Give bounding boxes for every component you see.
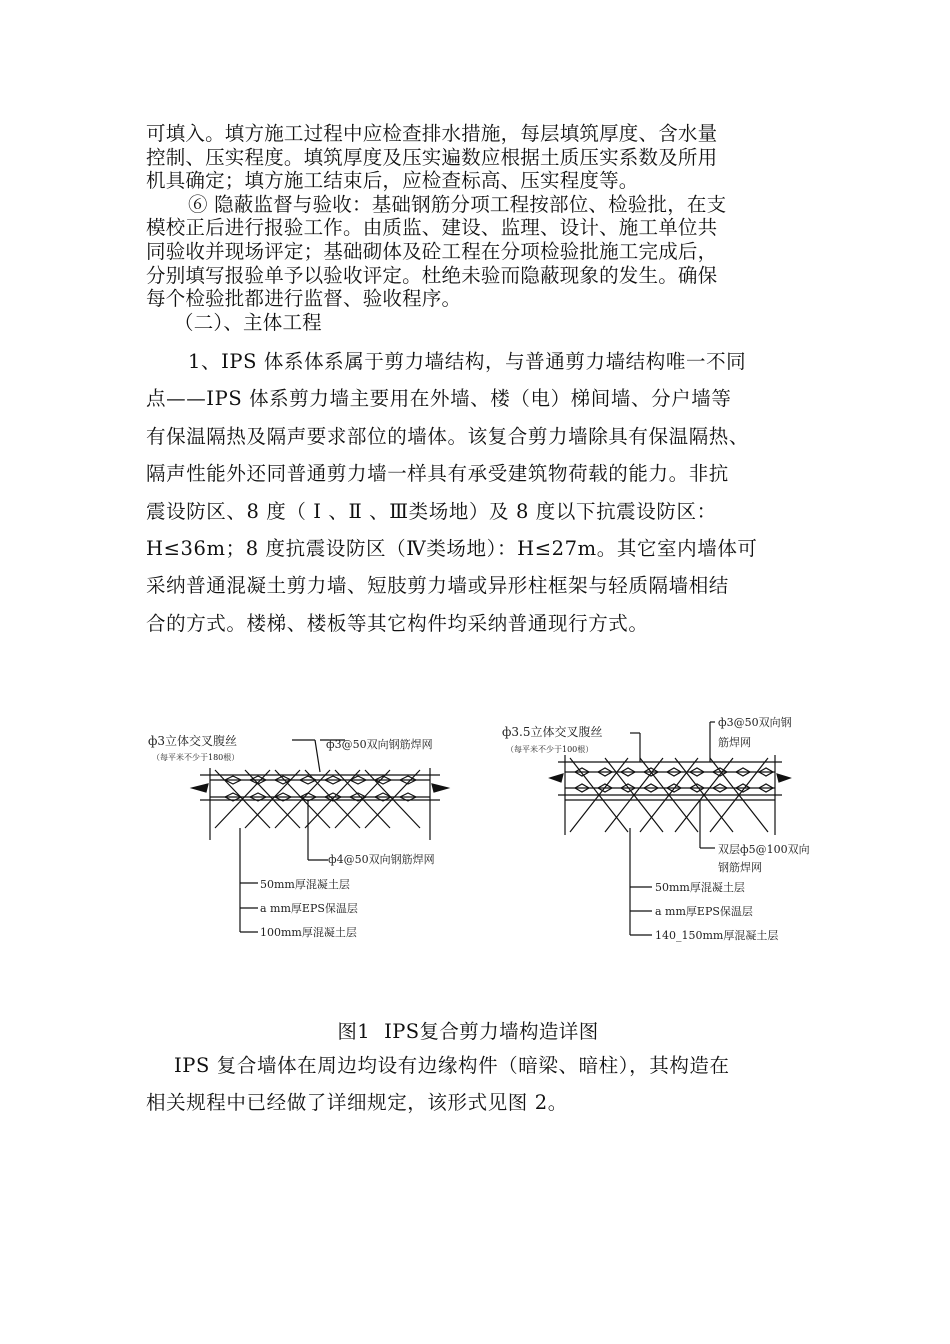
- layer-label: 50mm厚混凝土层: [260, 878, 350, 891]
- truss-label: ф3立体交叉腹丝: [148, 734, 238, 748]
- main-structure-text-block: [146, 343, 836, 642]
- figure-caption: [0, 1016, 950, 1044]
- paragraph-line: 同验收并现场评定；基础砌体及砼工程在分项检验批施工完成后，: [146, 239, 718, 263]
- ips-wall-detail-figure: [130, 700, 850, 960]
- truss-note: （每平米不少于100根）: [506, 745, 594, 754]
- paragraph-line: 相关规程中已经做了详细规定，该形式见图 2。: [146, 1091, 568, 1115]
- paragraph-line: H≤36m；8 度抗震设防区（Ⅳ类场地）：H≤27m。其它室内墙体可: [146, 537, 758, 561]
- paragraph-line: 可填入。填方施工过程中应检查排水措施，每层填筑厚度、含水量: [146, 122, 718, 145]
- paragraph-line: 分别填写报验单予以验收评定。杜绝未验而隐蔽现象的发生。确保: [146, 263, 718, 287]
- top-mesh-label: ф3@50双向钢: [718, 716, 792, 729]
- truss-note: （每平米不少于180根）: [152, 753, 240, 762]
- bottom-mesh-label: ф4@50双向钢筋焊网: [328, 853, 435, 866]
- paragraph-line: 合的方式。楼梯、楼板等其它构件均采纳普通现行方式。: [146, 611, 649, 635]
- figure-title: IPS复合剪力墙构造详图: [384, 1020, 599, 1043]
- edge-member-text-block: [146, 1047, 836, 1122]
- right-labels: [502, 715, 810, 942]
- paragraph-line: 点——IPS 体系剪力墙主要用在外墙、楼（电）梯间墙、分户墙等: [146, 387, 732, 411]
- left-labels: [148, 733, 435, 939]
- paragraph-line: 控制、压实程度。填筑厚度及压实遍数应根据土质压实系数及所用: [146, 145, 718, 169]
- layer-label: 100mm厚混凝土层: [260, 926, 357, 939]
- paragraph-line: 每个检验批都进行监督、验收程序。: [146, 287, 462, 311]
- top-mesh-label: 筋焊网: [718, 736, 751, 749]
- paragraph-line: ⑥ 隐蔽监督与验收：基础钢筋分项工程按部位、检验批，在支: [188, 192, 727, 216]
- figure-number: 图1: [337, 1020, 371, 1043]
- layer-label: 50mm厚混凝土层: [655, 881, 745, 894]
- construction-text-block: [146, 122, 826, 334]
- top-mesh-label: ф3@50双向钢筋焊网: [326, 738, 433, 751]
- paragraph-line: 隔声性能外还同普通剪力墙一样具有承受建筑物荷载的能力。非抗: [146, 462, 729, 486]
- bottom-mesh-label: 钢筋焊网: [718, 861, 762, 874]
- paragraph-line: 模校正后进行报验工作。由质监、建设、监理、设计、施工单位共: [146, 216, 718, 240]
- layer-label: a mm厚EPS保温层: [260, 902, 358, 915]
- paragraph-line: 有保温隔热及隔声要求部位的墙体。该复合剪力墙除具有保温隔热、: [146, 424, 750, 448]
- layer-label: 140_150mm厚混凝土层: [655, 929, 779, 942]
- paragraph-line: IPS 复合墙体在周边均设有边缘构件（暗梁、暗柱），其构造在: [174, 1054, 730, 1077]
- paragraph-line: 机具确定；填方施工结束后，应检查标高、压实程度等。: [146, 169, 639, 193]
- bottom-mesh-label: 双层ф5@100双向: [718, 843, 810, 856]
- paragraph-line: 1、IPS 体系体系属于剪力墙结构，与普通剪力墙结构唯一不同: [188, 350, 747, 373]
- layer-label: a mm厚EPS保温层: [655, 905, 753, 918]
- wall-section-drawing: [130, 700, 850, 960]
- paragraph-line: 震设防区、8 度（ Ⅰ 、Ⅱ 、Ⅲ类场地）及 8 度以下抗震设防区：: [146, 499, 717, 523]
- section-heading: （二）、主体工程: [174, 310, 322, 334]
- paragraph-line: 采纳普通混凝土剪力墙、短肢剪力墙或异形柱框架与轻质隔墙相结: [146, 574, 729, 598]
- truss-label: ф3.5立体交叉腹丝: [502, 725, 603, 739]
